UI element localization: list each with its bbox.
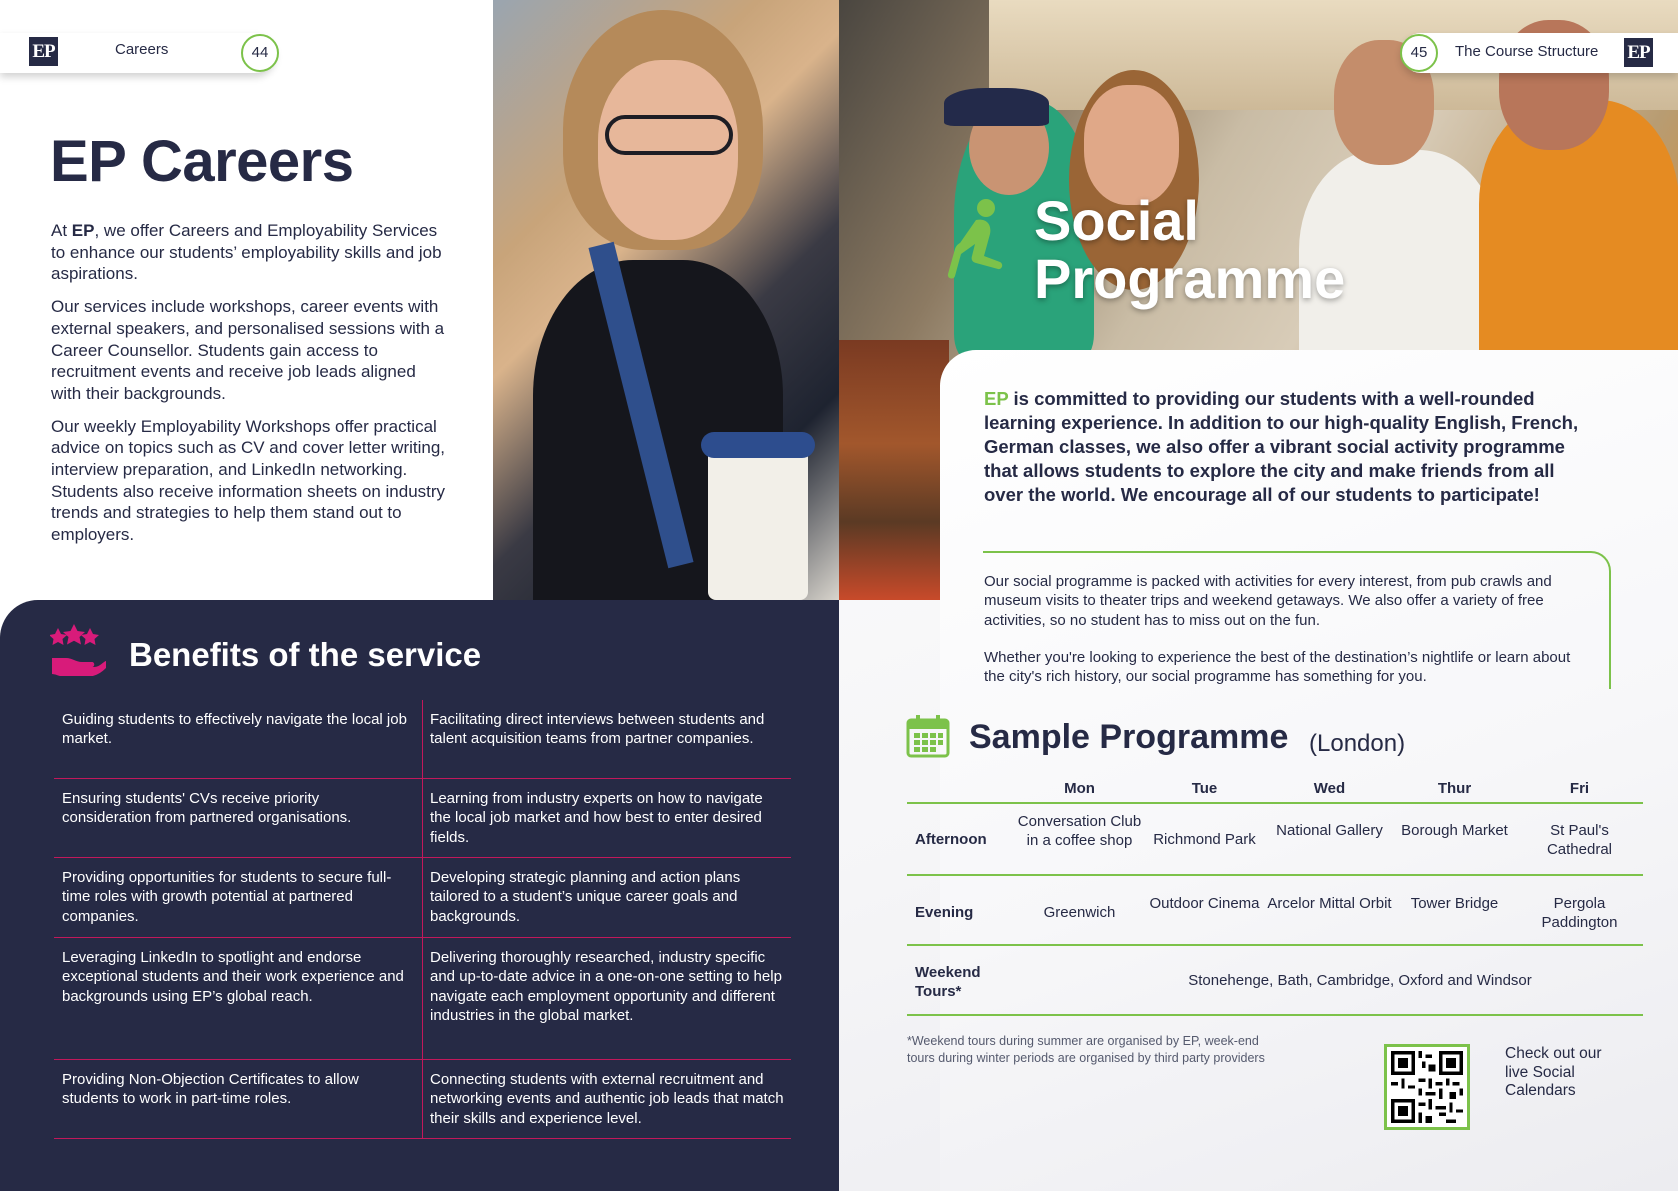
table-row (907, 946, 1643, 1016)
hand-stars-icon (50, 624, 106, 676)
ep-logo: EP (1624, 38, 1653, 67)
table-cell: National Gallery (1276, 822, 1383, 839)
title-line: Social (1034, 189, 1199, 252)
page-header-left (0, 33, 275, 73)
benefit-row (54, 779, 791, 858)
table-header (907, 780, 1643, 804)
detail-text (984, 572, 1584, 704)
benefit-row (54, 1060, 791, 1139)
workshops-paragraph: Our weekly Employability Workshops offer practical advice on topics such as CV and cover letter writing, interview preparation, and LinkedIn networking. Students also receive information sheets on industry trends and strategies to help them stand out to employers. (51, 416, 446, 545)
benefit-item: Guiding students to effectively navigate the local job market. (62, 711, 407, 748)
table-cell: Arcelor Mittal Orbit (1267, 895, 1392, 912)
table-cell: Outdoor Cinema (1149, 895, 1260, 912)
table-cell: St Paul's Cathedral (1546, 822, 1613, 858)
benefit-item: Providing opportunities for students to secure full-time roles with growth potential at partnered companies. (62, 869, 392, 925)
benefit-row (54, 858, 791, 938)
lead-paragraph (984, 387, 1584, 507)
qr-caption: Check out our live Social Calendars (1505, 1045, 1602, 1099)
day-header: Tue (1191, 780, 1218, 797)
day-header: Mon (1064, 780, 1095, 797)
brand-name: EP (984, 388, 1009, 409)
row-label: Evening (915, 904, 974, 921)
table-cell: Greenwich (1043, 904, 1116, 921)
row-label: Weekend Tours* (915, 964, 981, 1000)
footnote: *Weekend tours during summer are organised by EP, week-end tours during winter periods are organised by third party providers (907, 1034, 1265, 1065)
services-paragraph: Our services include workshops, career events with external speakers, and personalised sessions with a Career Counsellor. Students gain access to recruitment events and receive job leads aligned with their backgrounds. (51, 297, 445, 403)
right-page (839, 0, 1678, 1191)
careers-intro (51, 220, 446, 557)
detail-paragraph: Whether you're looking to experience the best of the destination’s nightlife or learn about the city's rich history, our social programme has something for you. (984, 648, 1571, 686)
page-number: 45 (1400, 34, 1438, 72)
detail-paragraph: Our social programme is packed with activities for every interest, from pub crawls and museum visits to theater trips and weekend getaways. We also offer a variety of free activities, so no student has to miss out on the fun. (984, 573, 1552, 629)
title-line: Programme (1034, 247, 1346, 310)
page-title: EP Careers (50, 129, 354, 194)
table-cell: Stonehenge, Bath, Cambridge, Oxford and Windsor (1188, 972, 1532, 989)
woman-photo (493, 0, 839, 600)
benefit-row (54, 938, 791, 1060)
table-cell: Conversation Club in a coffee shop (1017, 813, 1142, 849)
table-cell: Borough Market (1401, 822, 1508, 839)
benefits-section (0, 600, 839, 1191)
section-name: The Course Structure (1455, 43, 1599, 60)
page-header-right (1401, 33, 1678, 73)
people-walking-icon (942, 198, 1004, 286)
benefit-row (54, 700, 791, 779)
day-header: Thur (1437, 780, 1472, 797)
benefit-item: Ensuring students' CVs receive priority consideration from partnered organisations. (62, 790, 352, 827)
table-row (907, 876, 1643, 946)
day-header: Wed (1313, 780, 1346, 797)
section-subtitle: (London) (1309, 730, 1406, 757)
day-header: Fri (1569, 780, 1590, 797)
section-title: Sample Programme (969, 718, 1289, 756)
table-cell: Pergola Paddington (1541, 895, 1618, 931)
ep-logo: EP (29, 37, 58, 66)
row-label: Afternoon (915, 831, 987, 848)
intro-paragraph (51, 220, 446, 285)
section-name: Careers (115, 41, 169, 58)
benefits-title: Benefits of the service (129, 636, 482, 673)
table-row (907, 804, 1643, 876)
benefit-item: Developing strategic planning and action plans tailored to a student’s unique career goals and backgrounds. (430, 869, 741, 925)
benefit-item: Learning from industry experts on how to navigate the local job market and how best to enter desired fields. (430, 790, 763, 846)
intro-prefix: At (51, 221, 72, 240)
table-cell: Tower Bridge (1410, 895, 1499, 912)
qr-code[interactable] (1384, 1044, 1470, 1130)
page-title (1034, 189, 1346, 310)
benefit-item: Providing Non-Objection Certificates to allow students to work in part-time roles. (62, 1071, 359, 1108)
intro-rest: , we offer Careers and Employability Services to enhance our students’ employability skills and job aspirations. (51, 221, 442, 284)
benefit-item: Connecting students with external recruitment and networking events and authentic job leads that match their skills and experience level. (430, 1071, 784, 1127)
benefit-item: Leveraging LinkedIn to spotlight and endorse exceptional students and their work experience and backgrounds using EP’s global reach. (62, 949, 404, 1005)
benefit-item: Facilitating direct interviews between students and talent acquisition teams from partner companies. (430, 711, 765, 748)
page-number: 44 (241, 34, 279, 72)
benefit-item: Delivering thoroughly researched, industry specific and up-to-date advice in a one-on-one setting to help navigate each employment opportunity and different industries in the global market. (430, 949, 782, 1024)
calendar-icon (906, 714, 950, 758)
brand-name: EP (71, 221, 95, 240)
lead-rest: is committed to providing our students with a well-rounded learning experience. In addition to our high-quality English, French, German classes, we also offer a vibrant social activity programme that allows students to explore the city and make friends from all over the world. We encourage all of our students to participate! (984, 388, 1579, 505)
table-cell: Richmond Park (1153, 831, 1256, 848)
